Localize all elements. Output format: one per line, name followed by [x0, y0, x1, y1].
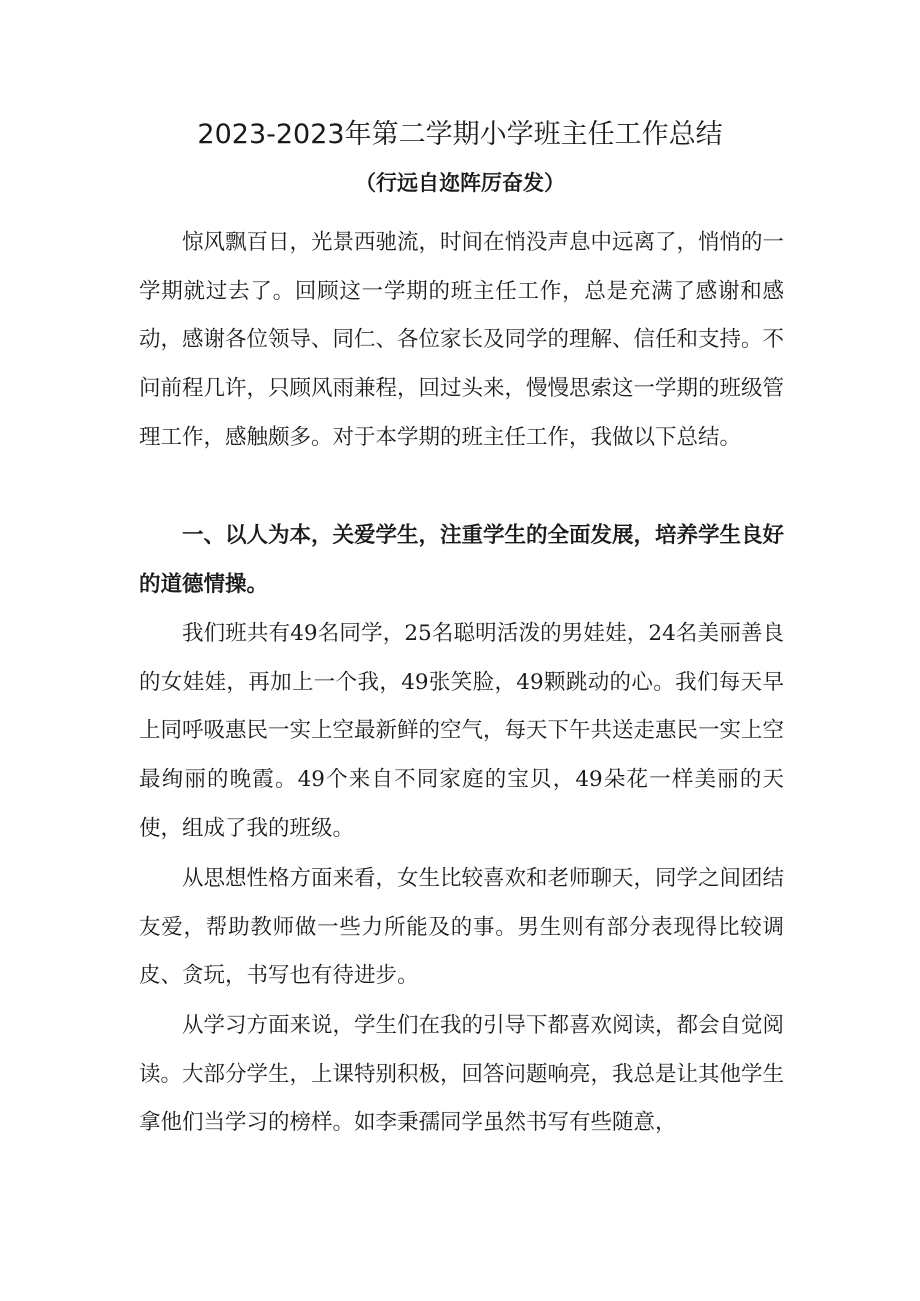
study-paragraph: 从学习方面来说，学生们在我的引导下都喜欢阅读，都会自觉阅读。大部分学生，上课特别积极，回答问题响亮，我总是让其他学生拿他们当学习的榜样。如李秉孺同学虽然书写有些随意，	[139, 1013, 785, 1136]
personality-paragraph: 从思想性格方面来看，女生比较喜欢和老师聊天，同学之间团结友爱，帮助教师做一些力所能及的事。男生则有部分表现得比较调皮、贪玩，书写也有待进步。	[139, 866, 785, 989]
section-heading-1: 一、以人为本，关爱学生，注重学生的全面发展，培养学生良好的道德情操。	[139, 523, 785, 597]
class-overview-paragraph: 我们班共有49名同学，25名聪明活泼的男娃娃，24名美丽善良的女娃娃，再加上一个我，49张笑脸，49颗跳动的心。我们每天早上同呼吸惠民一实上空最新鲜的空气，每天下午共送走惠民一实上空最绚丽的晚霞。49个来自不同家庭的宝贝，49朵花一样美丽的天使，组成了我的班级。	[139, 621, 785, 841]
document-subtitle: （行远自迩阵厉奋发）	[355, 170, 565, 195]
intro-paragraph: 惊风飘百日，光景西驰流，时间在悄没声息中远离了，悄悄的一学期就过去了。回顾这一学期的班主任工作，总是充满了感谢和感动，感谢各位领导、同仁、各位家长及同学的理解、信任和支持。不问前程几许，只顾风雨兼程，回过头来，慢慢思索这一学期的班级管理工作，感触颇多。对于本学期的班主任工作，我做以下总结。	[139, 230, 785, 450]
document-title: 2023-2023年第二学期小学班主任工作总结	[197, 119, 723, 150]
